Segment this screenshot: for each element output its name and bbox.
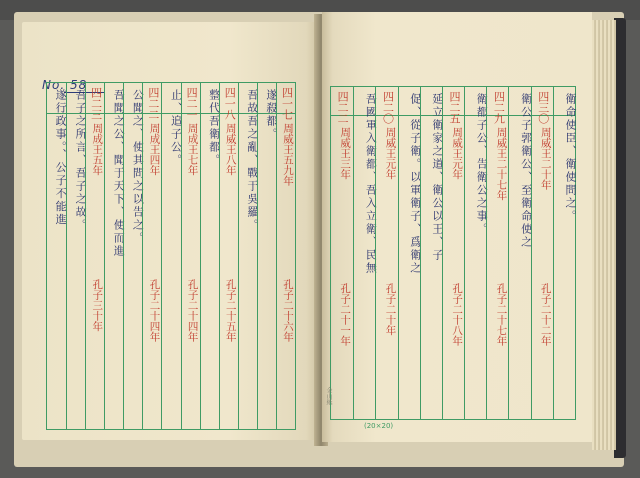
entry-number: 四一七: [280, 87, 294, 120]
grid-column: [442, 87, 465, 419]
handwritten-entry-text: 遂行政事。、公子不能進: [54, 89, 68, 227]
grid-column: [276, 83, 296, 429]
grid-column: [508, 87, 531, 419]
grid-column: [464, 87, 487, 419]
handwritten-entry-text: 衛都子公、告衛公之事。: [475, 93, 489, 236]
grid-column: [257, 83, 277, 429]
confucius-year: 孔子二十四年: [186, 279, 199, 342]
confucius-year: 孔子二十一年: [339, 283, 352, 346]
right-page: [322, 12, 592, 442]
grid-column: [353, 87, 376, 419]
grid-column: [161, 83, 181, 429]
grid-column: [47, 83, 66, 429]
handwritten-entry-text: 止、追子公。: [169, 89, 183, 167]
grid-column: [66, 83, 86, 429]
reign-date: 周成王五年: [91, 123, 104, 176]
grid-column: [200, 83, 220, 429]
entry-number: 四二九: [492, 91, 506, 124]
handwritten-entry-text: 衛命使臣、衛使問之。: [563, 93, 577, 223]
page-number: No. 58: [42, 78, 88, 92]
reign-date: 周威王元年: [451, 127, 464, 180]
reign-date: 周威王五九年: [281, 123, 294, 186]
handwritten-entry-text: 吾聞之公、聞于天下、使而進: [112, 89, 126, 258]
handwritten-entry-text: 吾故吾之亂、戰于吳羅。: [245, 89, 259, 232]
reign-date: 周成王四年: [148, 123, 161, 176]
grid-column: [219, 83, 239, 429]
entry-number: 四二一: [185, 87, 199, 120]
reign-date: 周威王八年: [224, 123, 237, 176]
handwritten-entry-text: 延立衛家之道、衛公以王、子: [430, 93, 444, 262]
confucius-year: 孔子二十六年: [281, 279, 294, 342]
handwritten-entry-text: 吾子之所言、吾子之故。: [74, 89, 88, 232]
confucius-year: 孔子二十四年: [148, 279, 161, 342]
entry-number: 四二二: [146, 87, 160, 120]
grid-column: [553, 87, 576, 419]
handwritten-entry-text: 吾國軍入衛都、吾入立衛、民無: [364, 93, 378, 275]
left-manuscript-grid: [46, 82, 296, 430]
reign-date: 周成王七年: [186, 123, 199, 176]
entry-number: 四一八: [223, 87, 237, 120]
confucius-year: 孔子二十八年: [451, 283, 464, 346]
handwritten-entry-text: 公聞之、使其問之以告之。: [131, 89, 145, 245]
grid-column: [331, 87, 353, 419]
grid-column: [398, 87, 421, 419]
reign-date: 周威王元年: [384, 127, 397, 180]
grid-column: [85, 83, 105, 429]
grid-column: [375, 87, 398, 419]
entry-number: 四二三: [89, 87, 103, 120]
entry-number: 四二〇: [381, 91, 395, 124]
entry-number: 四二二: [336, 91, 350, 124]
reign-date: 周威王三年: [339, 127, 352, 180]
reign-date: 周威王二十年: [539, 127, 552, 190]
reign-date: 周威王二十七年: [495, 127, 508, 201]
confucius-year: 孔子二十七年: [495, 283, 508, 346]
confucius-year: 孔子二十二年: [539, 283, 552, 346]
grid-column: [420, 87, 443, 419]
grid-column: [486, 87, 509, 419]
grid-column: [181, 83, 201, 429]
confucius-year: 孔子三十年: [91, 279, 104, 332]
entry-number: 四三〇: [536, 91, 550, 124]
grid-column: [123, 83, 143, 429]
entry-number: 四二五: [448, 91, 461, 124]
grid-size-mark: (20×20): [364, 422, 394, 430]
grid-column: [238, 83, 258, 429]
grid-column: [142, 83, 162, 429]
confucius-year: 孔子二十年: [384, 283, 397, 336]
handwritten-entry-text: 衛公子郭衛公、至衛命使之: [519, 93, 533, 249]
grid-column: [531, 87, 554, 419]
right-manuscript-grid: [330, 86, 576, 420]
left-page: [22, 22, 318, 440]
handwritten-entry-text: 促、從子衛。以軍衛子、爲衛之: [408, 93, 422, 275]
page-edges: [592, 20, 616, 450]
grid-column: [104, 83, 124, 429]
handwritten-entry-text: 遂殺都。: [264, 89, 278, 141]
handwritten-entry-text: 整代吾衛都。: [207, 89, 221, 167]
confucius-year: 孔子二十五年: [224, 279, 237, 342]
paper-brand-mark: 金山紙: [325, 387, 332, 405]
